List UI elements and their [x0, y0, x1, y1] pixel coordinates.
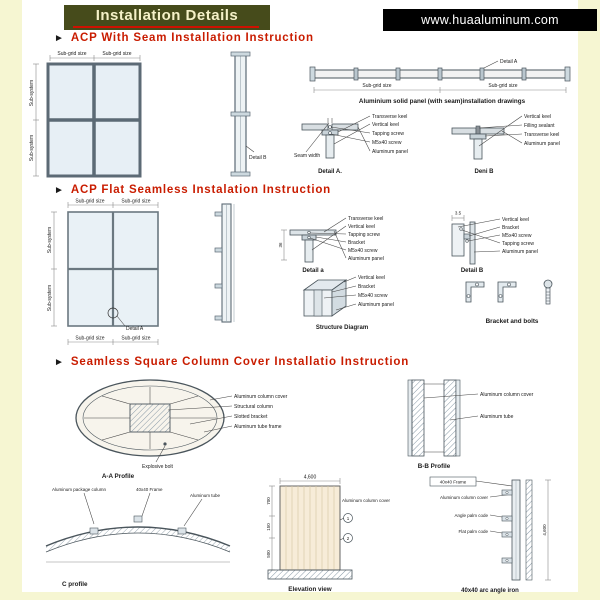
title-underline [73, 26, 259, 28]
s1-detail-b-label-4: Aluminum panel [524, 141, 560, 147]
s3-frame-label: 40x40 Frame [439, 479, 467, 485]
s3-bb-label-1: Aluminum column cover [480, 392, 534, 398]
s3-marker-1: 1 [346, 516, 350, 521]
s2-detail-b-label-4: Tapping screw [502, 241, 534, 247]
section1-heading-text: ACP With Seam Installation Instruction [70, 32, 314, 44]
s2-detail-b-dim-value: 3.5 [454, 210, 462, 216]
s2-detail-b-drawing [452, 222, 475, 264]
website-url[interactable]: www.huaaluminum.com [383, 9, 597, 31]
s2-detail-b-label-1: Vertical keel [502, 217, 529, 223]
s1-top-dim-1: Sub-grid size [57, 51, 87, 57]
s2-detail-b-caption: Detail B [460, 268, 484, 274]
s3-aa-label-4: Aluminum tube frame [234, 424, 282, 430]
s3-aa-profile-diagram [38, 372, 310, 480]
s3-fixing-caption: 40x40 arc angle iron [461, 588, 519, 594]
s2-top-dim-2: Sub-grid size [121, 198, 151, 205]
s2-structure-label-2: Bracket [358, 284, 375, 290]
s2-detail-a-label-3: Tapping screw [348, 232, 380, 238]
section3-heading [54, 356, 409, 368]
section2-heading [54, 184, 331, 196]
s2-structure-label-4: Aluminum panel [358, 302, 394, 308]
page-title: Installation Details [95, 7, 239, 24]
s1-side-dim-2: Sub-system [29, 134, 35, 162]
s3-column-drawing [268, 486, 352, 579]
s1-assembly-caption: Aluminium solid panel (with seam)installation drawings [358, 98, 526, 105]
s3-c-label-3: Aluminum tube [190, 493, 221, 498]
s1-assembly-dim-line [314, 87, 566, 93]
s2-structure-label-3: M5x40 screw [358, 293, 388, 299]
s3-fixing-height-dim: 4,600 [542, 524, 547, 536]
section2-heading-text: ACP Flat Seamless Instalation Instruction [70, 184, 331, 196]
section1-heading [54, 32, 314, 44]
s3-elevation-height-dim-1: 700 [266, 497, 271, 505]
s1-detail-a-label-1: Transverse keel [372, 114, 408, 120]
s2-detail-a-label-4: Bracket [348, 240, 365, 246]
s1-detail-a-label-3: Tapping screw [372, 131, 404, 137]
s2-detail-a-label-6: Aluminum panel [348, 256, 384, 262]
s1-profile-strip-diagram [228, 48, 270, 180]
s1-detail-b-label-2: Filling sealant [524, 123, 555, 129]
s3-bb-label-2: Aluminum tube [480, 414, 514, 420]
s2-brackets-caption: Bracket and bolts [485, 318, 539, 325]
s2-detail-a-label-1: Transverse keel [348, 216, 384, 222]
s1-detail-a-label-4: M5x40 screw [372, 140, 402, 146]
s2-profile-strip-diagram [210, 196, 252, 332]
s1-detail-b-caption: Deni B [474, 169, 494, 175]
s1-side-dim-1: Sub-system [29, 79, 35, 107]
s1-top-dim-2: Sub-grid size [102, 51, 132, 57]
s1-detail-b-diagram [442, 104, 592, 176]
s1-assembly-bar [310, 67, 570, 81]
s1-detail-b-label-1: Vertical keel [524, 114, 551, 120]
s1-detail-b-callout: Detail B [249, 155, 267, 161]
s3-c-profile-diagram [32, 482, 247, 590]
s2-detail-a-dim-value: 36 [278, 242, 283, 248]
s1-detail-b-label-3: Transverse keel [524, 132, 560, 138]
s2-bolt-head [544, 280, 552, 288]
s3-elevation-height-dim-2: 150 [266, 523, 271, 531]
s3-c-label-2: 40x40 Frame [136, 487, 163, 492]
s3-elevation-width-dim: 4,600 [303, 474, 317, 481]
s1-seam-width-label: Seam width [294, 153, 321, 159]
s2-bracket-drawings [466, 280, 552, 304]
s2-bottom-dim-1: Sub-grid size [75, 335, 105, 342]
s3-marker-2: 2 [346, 536, 350, 541]
s1-detail-b-drawing [452, 126, 504, 159]
s2-detail-a-label-5: M5x40 screw [348, 248, 378, 254]
s3-flat-code-label: Flat palm code [458, 529, 488, 534]
s2-detail-a-label-2: Vertical keel [348, 224, 375, 230]
s2-top-dim-1: Sub-grid size [75, 198, 105, 205]
page-title-banner [64, 5, 270, 30]
s2-brackets-diagram [452, 266, 584, 328]
s3-elevation-diagram [240, 472, 390, 594]
s1-profile-strip [231, 52, 250, 176]
s3-angle-code-label: Angle palm code [454, 513, 488, 518]
s3-aa-caption: A-A Profile [101, 473, 135, 480]
s2-detail-a-caption: Detail a [302, 268, 324, 274]
s2-grid-elevation-diagram [46, 196, 166, 350]
s3-aa-label-2: Structural column [234, 404, 273, 410]
s3-fixing-detail-diagram [402, 472, 592, 594]
s3-c-drawing [46, 516, 230, 562]
s3-cover-label: Aluminum column cover [439, 495, 488, 500]
s2-profile-strip [215, 204, 234, 322]
s1-grid-elevation-diagram [28, 48, 143, 180]
s3-aa-label-3: Slotted bracket [234, 414, 268, 420]
s1-detail-a-label-2: Vertical keel [372, 122, 399, 128]
s3-elevation-cover-label: Aluminum column cover [342, 498, 390, 503]
s3-elevation-height-dim-3: 500 [266, 550, 271, 558]
s3-bb-drawing [408, 380, 460, 456]
section-arrow-icon: ► [54, 357, 64, 368]
s2-detail-a-diagram [276, 210, 414, 274]
s1-detail-a-label-5: Aluminum panel [372, 149, 408, 155]
section-arrow-icon: ► [54, 33, 64, 44]
s2-detail-b-label-2: Bracket [502, 225, 519, 231]
s2-detail-b-diagram [428, 210, 576, 274]
s2-bottom-dim-2: Sub-grid size [121, 335, 151, 342]
s3-explosive-bolt-label: Explosive bolt [142, 464, 173, 470]
s3-fixing-drawing [502, 480, 532, 580]
s1-panel-assembly-diagram [306, 54, 594, 106]
s2-side-dim-2: Sub-system [47, 284, 53, 312]
s2-structure-label-1: Vertical keel [358, 275, 385, 281]
s1-detail-a-diagram [292, 104, 438, 176]
s1-window-grid [48, 64, 140, 176]
s3-elevation-caption: Elevation view [288, 586, 332, 593]
s2-detail-a-callout: Detail A [126, 326, 144, 332]
s3-c-label-1: Aluminum package column [52, 487, 107, 492]
s2-structure-diagram [286, 266, 426, 332]
s3-aa-drawing [76, 380, 224, 456]
s1-detail-a-caption: Detail A. [318, 169, 342, 175]
s3-bb-profile-diagram [378, 372, 583, 472]
section-arrow-icon: ► [54, 185, 64, 196]
s1-assembly-dim-2: Sub-grid size [488, 83, 518, 89]
s2-structure-caption: Structure Diagram [315, 325, 369, 331]
s3-bb-caption: B-B Profile [417, 463, 451, 470]
s2-detail-b-label-3: M5x40 screw [502, 233, 532, 239]
s3-aa-label-1: Aluminum column cover [234, 394, 288, 400]
s2-detail-b-label-5: Aluminum panel [502, 249, 538, 255]
s1-detail-a-callout: Detail A [500, 59, 518, 65]
s3-c-caption: C profile [62, 581, 88, 588]
s2-side-dim-1: Sub-system [47, 226, 53, 254]
s1-assembly-dim-1: Sub-grid size [362, 83, 392, 89]
section3-heading-text: Seamless Square Column Cover Installatio Instruction [70, 356, 410, 368]
s2-window-grid [68, 212, 158, 326]
s2-detail-b-dim [452, 215, 464, 221]
s2-detail-a-drawing [290, 230, 336, 262]
